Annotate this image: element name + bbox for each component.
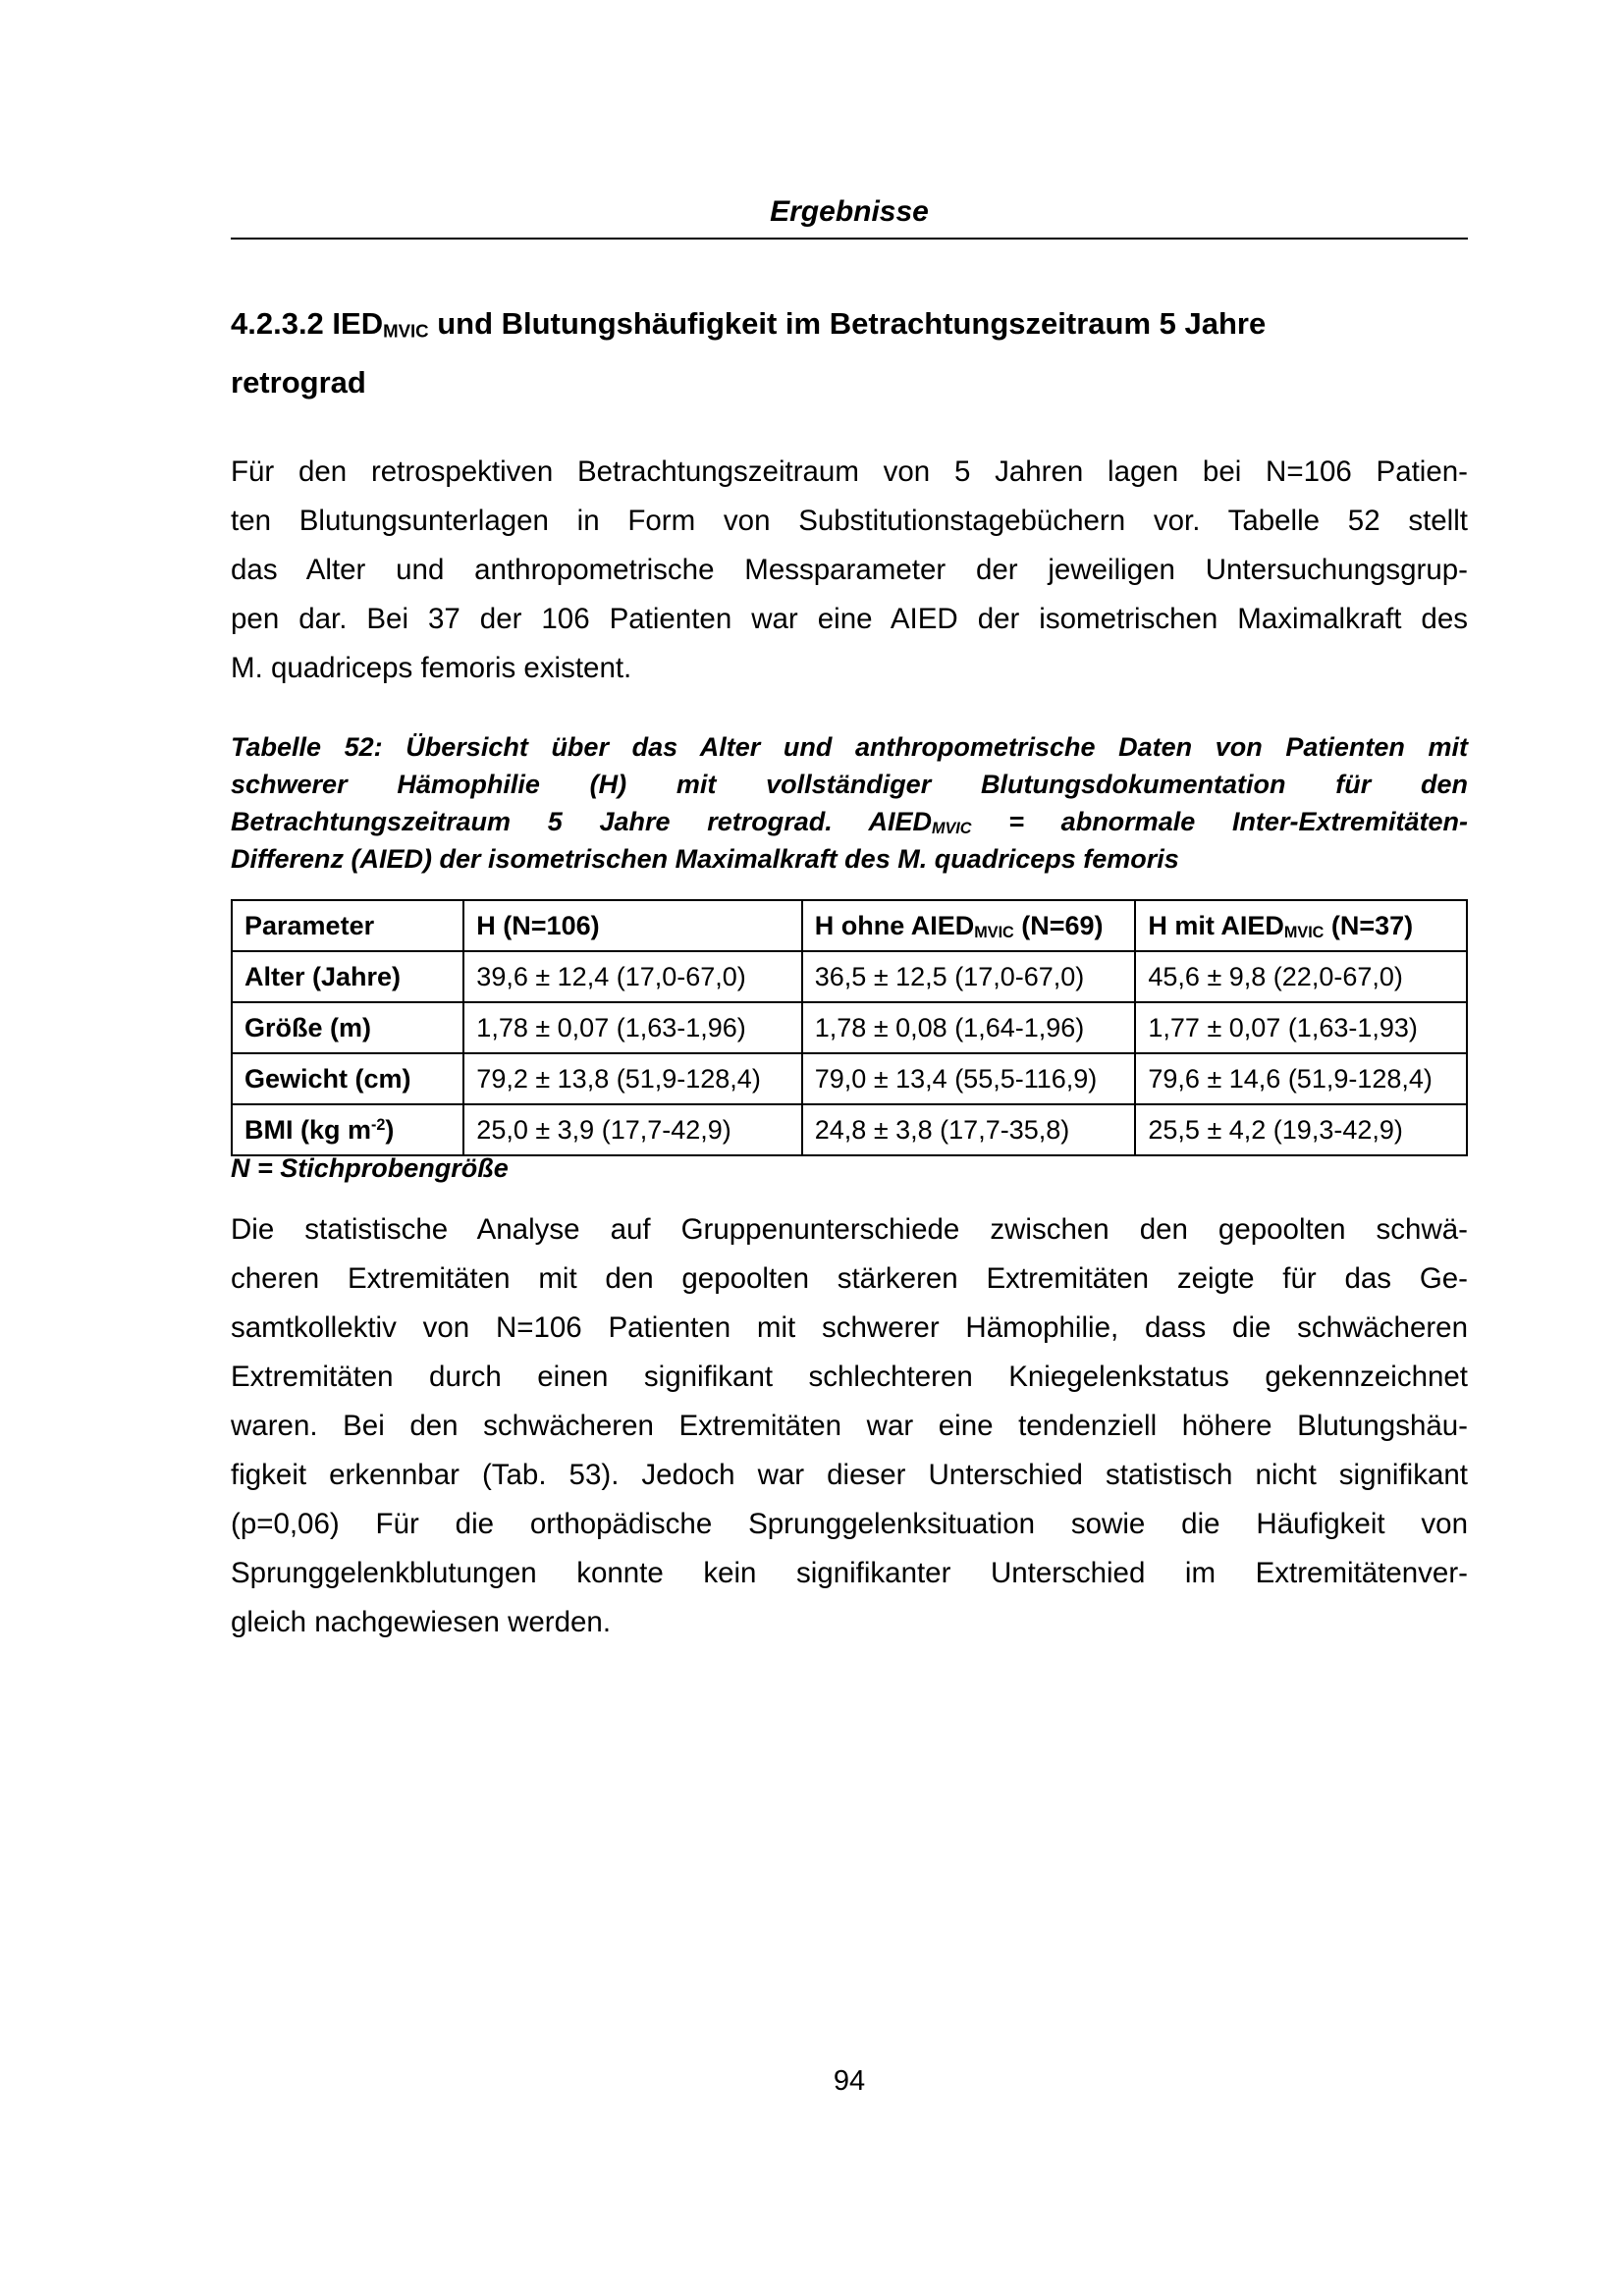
text-line: 4.2.3.2 $IED_{MVIC}$ und Blutungshäufigkeit im Betrachtungszeitraum 5 Jahre <box>231 306 1267 342</box>
table-footnote <box>231 1150 1468 1186</box>
table-cell: 1,78 ± 0,07 (1,63-1,96) <box>463 1002 801 1053</box>
table-row <box>232 1002 1467 1053</box>
table-row-label: Gewicht (cm) <box>232 1053 463 1104</box>
text-line: Für den retrospektiven Betrachtungszeitraum von 5 Jahren lagen bei N=106 Patien- <box>231 455 1468 488</box>
text-line: Tabelle 52: Übersicht über das Alter und anthropometrische Daten von Patienten mit <box>231 732 1468 762</box>
table-header-cell: H (N=106) <box>463 900 801 951</box>
table-row-label: Größe (m) <box>232 1002 463 1053</box>
table-cell: 39,6 ± 12,4 (17,0-67,0) <box>463 951 801 1002</box>
content-column <box>231 0 1468 2296</box>
table-body <box>232 951 1467 1155</box>
paragraph-2 <box>231 1205 1468 1647</box>
running-head-text: Ergebnisse <box>770 195 929 228</box>
table-footnote-text: N = Stichprobengröße <box>231 1153 509 1183</box>
text-line: pen dar. Bei 37 der 106 Patienten war eine AIED der isometrischen Maximalkraft des <box>231 603 1468 635</box>
table-row-label: BMI (kg $m^{-2}$) <box>232 1104 463 1155</box>
text-line: M. quadriceps femoris existent. <box>231 652 632 684</box>
text-line: ten Blutungsunterlagen in Form von Substitutionstagebüchern vor. Tabelle 52 stellt <box>231 505 1468 537</box>
table-row <box>232 1053 1467 1104</box>
text-line: (p=0,06) Für die orthopädische Sprunggelenksituation sowie die Häufigkeit von <box>231 1508 1468 1540</box>
table-caption <box>231 728 1468 878</box>
table-row <box>232 1104 1467 1155</box>
text-line: Sprunggelenkblutungen konnte kein signifikanter Unterschied im Extremitätenver- <box>231 1557 1468 1589</box>
table-cell: 79,6 ± 14,6 (51,9-128,4) <box>1135 1053 1467 1104</box>
table-header-cell: Parameter <box>232 900 463 951</box>
text-line: figkeit erkennbar (Tab. 53). Jedoch war dieser Unterschied statistisch nicht signifikant <box>231 1459 1468 1491</box>
text-line: cheren Extremitäten mit den gepoolten stärkeren Extremitäten zeigte für das Ge- <box>231 1262 1468 1295</box>
running-head <box>231 194 1468 240</box>
table-cell: 79,2 ± 13,8 (51,9-128,4) <box>463 1053 801 1104</box>
text-line: schwerer Hämophilie (H) mit vollständiger Blutungsdokumentation für den <box>231 770 1468 799</box>
text-line: waren. Bei den schwächeren Extremitäten war eine tendenziell höhere Blutungshäu- <box>231 1410 1468 1442</box>
table-cell: 24,8 ± 3,8 (17,7-35,8) <box>802 1104 1136 1155</box>
page-number-text: 94 <box>833 2065 866 2097</box>
section-heading <box>231 294 1468 412</box>
text-line: Die statistische Analyse auf Gruppenunterschiede zwischen den gepoolten schwä- <box>231 1213 1468 1246</box>
table-cell: 25,0 ± 3,9 (17,7-42,9) <box>463 1104 801 1155</box>
text-line: Differenz (AIED) der isometrischen Maximalkraft des M. quadriceps femoris <box>231 844 1179 874</box>
table-header-cell: H ohne $AIED_{MVIC}$ (N=69) <box>802 900 1136 951</box>
table-cell: 25,5 ± 4,2 (19,3-42,9) <box>1135 1104 1467 1155</box>
table-cell: 36,5 ± 12,5 (17,0-67,0) <box>802 951 1136 1002</box>
table-cell: 1,78 ± 0,08 (1,64-1,96) <box>802 1002 1136 1053</box>
page-number <box>231 2061 1468 2101</box>
table-cell: 1,77 ± 0,07 (1,63-1,93) <box>1135 1002 1467 1053</box>
text-line: das Alter und anthropometrische Messparameter der jeweiligen Untersuchungsgrup- <box>231 554 1468 586</box>
table-header-cell: H mit $AIED_{MVIC}$ (N=37) <box>1135 900 1467 951</box>
table-row <box>232 951 1467 1002</box>
table-header-row <box>232 900 1467 951</box>
paragraph-1 <box>231 448 1468 693</box>
table-cell: 45,6 ± 9,8 (22,0-67,0) <box>1135 951 1467 1002</box>
table-row-label: Alter (Jahre) <box>232 951 463 1002</box>
text-line: samtkollektiv von N=106 Patienten mit schwerer Hämophilie, dass die schwächeren <box>231 1311 1468 1344</box>
text-line: gleich nachgewiesen werden. <box>231 1606 612 1638</box>
text-line: Extremitäten durch einen signifikant schlechteren Kniegelenkstatus gekennzeichnet <box>231 1361 1468 1393</box>
data-table <box>231 899 1468 1156</box>
table-cell: 79,0 ± 13,4 (55,5-116,9) <box>802 1053 1136 1104</box>
text-line: retrograd <box>231 365 366 400</box>
text-line: Betrachtungszeitraum 5 Jahre retrograd. $AIED_{MVIC}$ = abnormale Inter-Extremitäten- <box>231 807 1468 837</box>
